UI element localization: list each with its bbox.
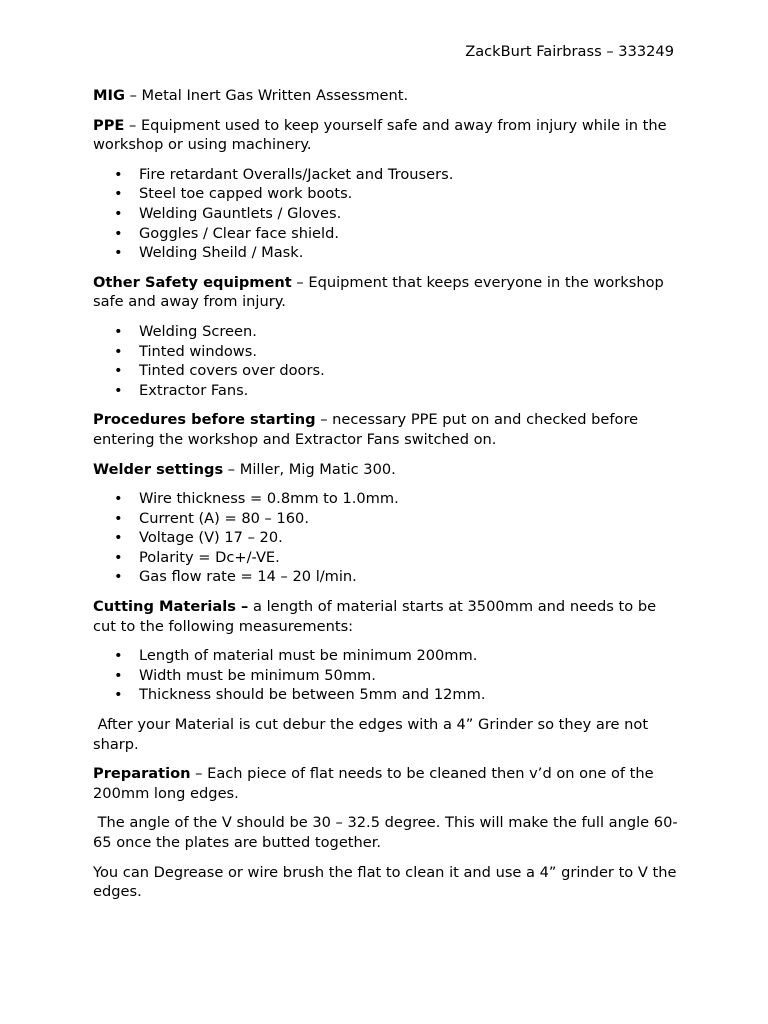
preparation-paragraph (93, 764, 683, 803)
degrease-paragraph: You can Degrease or wire brush the flat to clean it and use a 4” grinder to V the edges. (93, 863, 677, 901)
list-item: • Extractor Fans. (93, 381, 683, 401)
list-item: • Voltage (V) 17 – 20. (93, 528, 683, 548)
list-item: • Tinted covers over doors. (93, 361, 683, 381)
ppe-text: – Equipment used to keep yourself safe and away from injury while in the workshop or using machinery. (93, 116, 667, 154)
welder-settings-list (93, 489, 683, 587)
mig-paragraph (93, 86, 683, 106)
cutting-after-paragraph: After your Material is cut debur the edges with a 4” Grinder so they are not sharp. (93, 716, 653, 753)
cutting-list (93, 646, 683, 705)
procedures-text: – necessary PPE put on and checked before entering the workshop and Extractor Fans switched on. (93, 411, 639, 448)
other-safety-term: Other Safety equipment (93, 273, 292, 291)
list-item: • Width must be minimum 50mm. (93, 666, 683, 686)
list-item: • Gas flow rate = 14 – 20 l/min. (93, 567, 683, 587)
list-item: • Fire retardant Overalls/Jacket and Trousers. (93, 165, 683, 185)
list-item: • Tinted windows. (93, 342, 683, 362)
list-item: • Wire thickness = 0.8mm to 1.0mm. (93, 489, 683, 509)
preparation-text: – Each piece of flat needs to be cleaned then v’d on one of the 200mm long edges. (93, 765, 654, 802)
list-item: • Welding Gauntlets / Gloves. (93, 204, 683, 224)
other-safety-paragraph (93, 273, 683, 312)
other-safety-text: – Equipment that keeps everyone in the workshop safe and away from injury. (93, 273, 664, 311)
mig-text: – Metal Inert Gas Written Assessment. (124, 87, 409, 104)
cutting-text: a length of material starts at 3500mm and needs to be cut to the following measurements: (93, 598, 657, 635)
list-item: • Current (A) = 80 – 160. (93, 509, 683, 529)
list-item: • Goggles / Clear face shield. (93, 224, 683, 244)
cutting-term: Cutting Materials – (93, 598, 249, 616)
procedures-term: Procedures before starting (93, 411, 316, 429)
list-item: • Welding Screen. (93, 322, 683, 342)
list-item: • Thickness should be between 5mm and 12mm. (93, 685, 683, 705)
ppe-term: PPE (93, 116, 125, 134)
document-header: ZackBurt Fairbrass – 333249 (465, 43, 674, 60)
procedures-paragraph (93, 410, 683, 449)
welder-settings-text: – Miller, Mig Matic 300. (223, 460, 396, 478)
other-safety-list (93, 322, 683, 400)
welder-settings-term: Welder settings (93, 460, 224, 478)
ppe-paragraph (93, 116, 683, 155)
list-item: • Welding Sheild / Mask. (93, 243, 683, 263)
document-body (93, 86, 683, 912)
cutting-paragraph (93, 597, 683, 636)
list-item: • Polarity = Dc+/-VE. (93, 548, 683, 568)
ppe-list (93, 165, 683, 263)
angle-paragraph: The angle of the V should be 30 – 32.5 degree. This will make the full angle 60-65 once the plates are butted together. (93, 814, 678, 851)
list-item: • Length of material must be minimum 200mm. (93, 646, 683, 666)
list-item: • Steel toe capped work boots. (93, 184, 683, 204)
mig-term: MIG (93, 87, 125, 104)
preparation-term: Preparation (93, 765, 191, 783)
welder-settings-paragraph (93, 460, 683, 480)
